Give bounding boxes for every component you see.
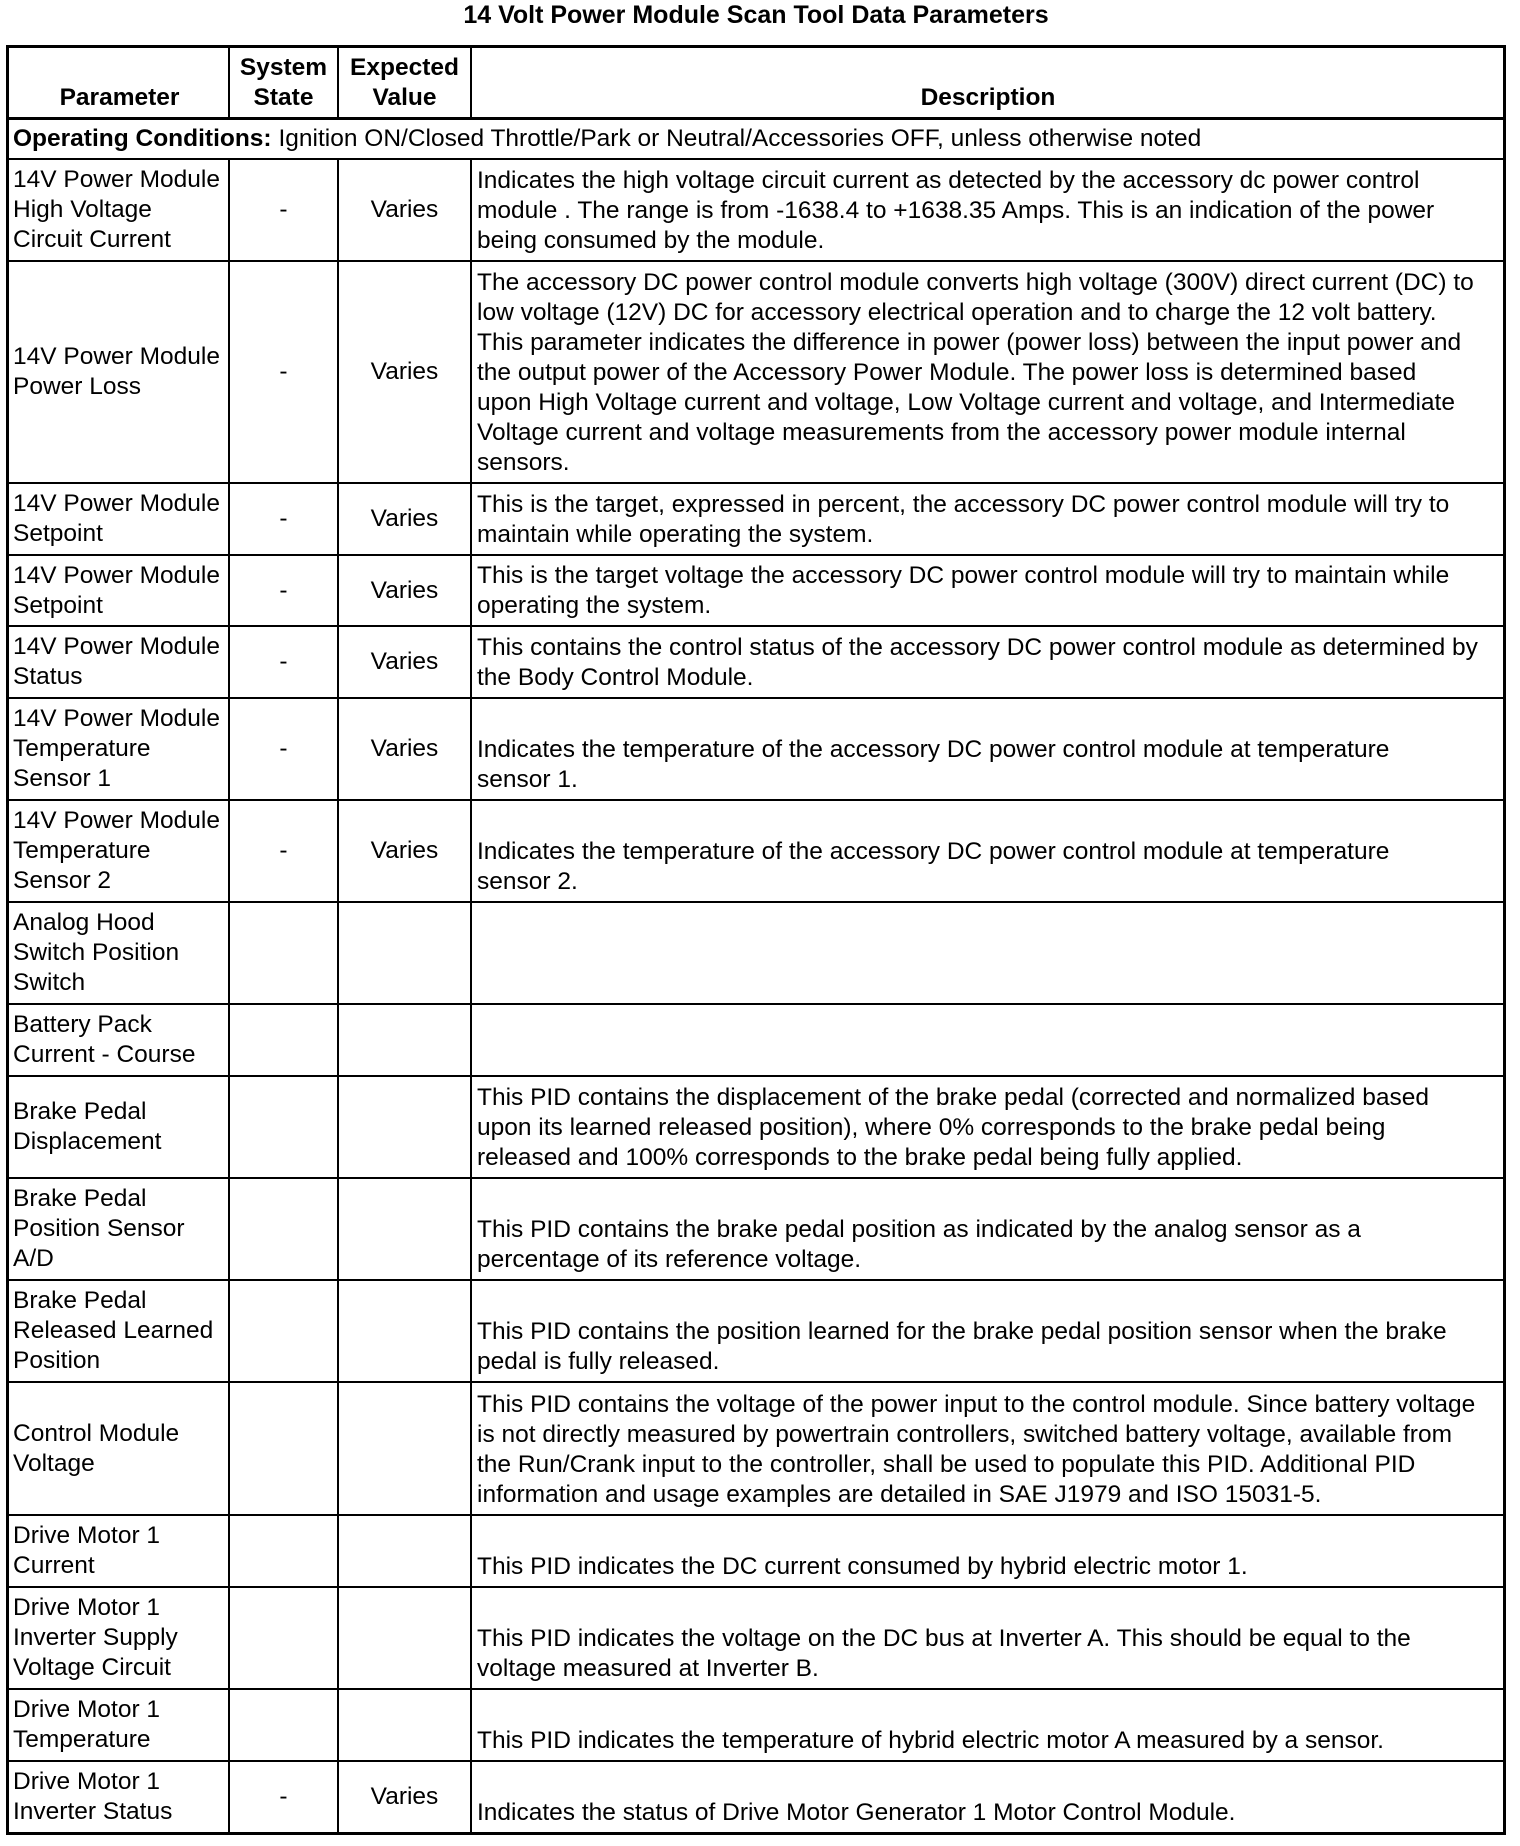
table-row: [9, 160, 1503, 262]
parameters-table: [6, 45, 1506, 1835]
table-row: [9, 484, 1503, 556]
parameter-cell: Brake Pedal Released Learned Position: [9, 1281, 230, 1381]
table-row: [9, 627, 1503, 699]
expected-value-cell: [339, 1588, 472, 1688]
parameter-cell: Analog Hood Switch Position Switch: [9, 903, 230, 1003]
table-row: [9, 1690, 1503, 1762]
system-state-cell: [230, 903, 339, 1003]
expected-value-cell: [339, 1383, 472, 1514]
description-cell: [472, 903, 1503, 1003]
expected-value-cell: [339, 1690, 472, 1760]
header-system-state: System State: [230, 48, 339, 117]
system-state-cell: -: [230, 801, 339, 901]
table-row: [9, 1516, 1503, 1588]
operating-conditions-row: [9, 120, 1503, 160]
description-cell: The accessory DC power control module converts high voltage (300V) direct current (DC) to low voltage (12V) DC for accessory electrical operation and to charge the 12 volt battery. This parameter indicates the difference in power (power loss) between the input power and the output power of the Accessory Power Module. The power loss is determined based upon High Voltage current and voltage, Low Voltage current and voltage, and Intermediate Voltage current and voltage measurements from the accessory power module internal sensors.: [477, 269, 1474, 476]
description-cell: This PID contains the position learned for the brake pedal position sensor when the brake pedal is fully released.: [477, 1318, 1447, 1375]
system-state-cell: [230, 1588, 339, 1688]
system-state-cell: [230, 1690, 339, 1760]
description-cell: Indicates the temperature of the accessory DC power control module at temperature sensor 2.: [477, 838, 1390, 895]
system-state-cell: [230, 1077, 339, 1177]
table-row: [9, 1005, 1503, 1077]
description-cell: This PID indicates the voltage on the DC bus at Inverter A. This should be equal to the voltage measured at Inverter B.: [477, 1625, 1411, 1682]
expected-value-cell: Varies: [339, 699, 472, 799]
parameter-cell: 14V Power Module Setpoint: [9, 484, 230, 554]
parameter-cell: 14V Power Module High Voltage Circuit Current: [9, 160, 230, 260]
system-state-cell: -: [230, 699, 339, 799]
expected-value-cell: Varies: [339, 627, 472, 697]
description-cell: Indicates the high voltage circuit current as detected by the accessory dc power control module . The range is from -1638.4 to +1638.35 Amps. This is an indication of the power being consumed by the module.: [477, 167, 1435, 254]
description-cell: This PID indicates the temperature of hybrid electric motor A measured by a sensor.: [477, 1727, 1384, 1754]
system-state-cell: [230, 1005, 339, 1075]
parameter-cell: Brake Pedal Position Sensor A/D: [9, 1179, 230, 1279]
parameter-cell: Drive Motor 1 Inverter Supply Voltage Circuit: [9, 1588, 230, 1688]
system-state-cell: -: [230, 160, 339, 260]
table-row: [9, 1383, 1503, 1516]
operating-conditions-label: Operating Conditions:: [13, 125, 272, 152]
description-cell: This PID contains the displacement of the brake pedal (corrected and normalized based upon its learned released position), where 0% corresponds to the brake pedal being released and 100% corresponds to the brake pedal being fully applied.: [477, 1084, 1429, 1171]
header-parameter: Parameter: [9, 48, 230, 117]
system-state-cell: [230, 1179, 339, 1279]
system-state-cell: [230, 1281, 339, 1381]
parameter-cell: Battery Pack Current - Course: [9, 1005, 230, 1075]
parameter-cell: 14V Power Module Temperature Sensor 2: [9, 801, 230, 901]
description-cell: [472, 1005, 1503, 1075]
page-title: 14 Volt Power Module Scan Tool Data Parameters: [463, 1, 1049, 29]
parameter-cell: 14V Power Module Status: [9, 627, 230, 697]
expected-value-cell: Varies: [339, 262, 472, 482]
parameter-cell: Brake Pedal Displacement: [9, 1077, 230, 1177]
description-cell: Indicates the temperature of the accessory DC power control module at temperature sensor 1.: [477, 736, 1390, 793]
table-row: [9, 801, 1503, 903]
system-state-cell: -: [230, 484, 339, 554]
table-row: [9, 1179, 1503, 1281]
parameter-cell: Drive Motor 1 Current: [9, 1516, 230, 1586]
parameter-cell: 14V Power Module Setpoint: [9, 556, 230, 625]
operating-conditions-line: [13, 124, 1499, 154]
description-cell: Indicates the status of Drive Motor Generator 1 Motor Control Module.: [477, 1799, 1236, 1826]
table-header-row: [9, 48, 1503, 120]
expected-value-cell: Varies: [339, 484, 472, 554]
operating-conditions-cell: [9, 120, 1503, 158]
table-row: [9, 556, 1503, 627]
description-cell: This contains the control status of the accessory DC power control module as determined by the Body Control Module.: [477, 634, 1478, 691]
expected-value-cell: [339, 1516, 472, 1586]
expected-value-cell: Varies: [339, 160, 472, 260]
expected-value-cell: [339, 1005, 472, 1075]
system-state-cell: [230, 1383, 339, 1514]
parameter-cell: Control Module Voltage: [9, 1383, 230, 1514]
parameter-cell: 14V Power Module Power Loss: [9, 262, 230, 482]
expected-value-cell: Varies: [339, 1762, 472, 1832]
expected-value-cell: Varies: [339, 801, 472, 901]
system-state-cell: -: [230, 556, 339, 625]
operating-conditions-text: Ignition ON/Closed Throttle/Park or Neutral/Accessories OFF, unless otherwise noted: [278, 125, 1202, 152]
header-expected-value: Expected Value: [339, 48, 472, 117]
expected-value-cell: [339, 903, 472, 1003]
parameter-cell: Drive Motor 1 Inverter Status: [9, 1762, 230, 1832]
table-row: [9, 699, 1503, 801]
table-row: [9, 1077, 1503, 1179]
system-state-cell: [230, 1516, 339, 1586]
table-row: [9, 1588, 1503, 1690]
expected-value-cell: [339, 1179, 472, 1279]
description-cell: This PID contains the voltage of the power input to the control module. Since battery voltage is not directly measured by powertrain controllers, switched battery voltage, available from the Run/Crank input to the controller, shall be used to populate this PID. Additional PID information and usage examples are detailed in SAE J1979 and ISO 15031-5.: [477, 1391, 1476, 1508]
description-cell: This is the target, expressed in percent, the accessory DC power control module will try to maintain while operating the system.: [477, 491, 1450, 548]
expected-value-cell: [339, 1281, 472, 1381]
table-row: [9, 903, 1503, 1005]
table-row: [9, 1762, 1503, 1832]
table-row: [9, 1281, 1503, 1383]
description-cell: This PID contains the brake pedal position as indicated by the analog sensor as a percentage of its reference voltage.: [477, 1216, 1361, 1273]
system-state-cell: -: [230, 262, 339, 482]
header-description: Description: [920, 84, 1056, 111]
expected-value-cell: [339, 1077, 472, 1177]
description-cell: This PID indicates the DC current consumed by hybrid electric motor 1.: [477, 1553, 1248, 1580]
parameter-cell: Drive Motor 1 Temperature: [9, 1690, 230, 1760]
system-state-cell: -: [230, 627, 339, 697]
description-cell: This is the target voltage the accessory DC power control module will try to maintain while operating the system.: [477, 562, 1450, 619]
parameter-cell: 14V Power Module Temperature Sensor 1: [9, 699, 230, 799]
expected-value-cell: Varies: [339, 556, 472, 625]
table-row: [9, 262, 1503, 484]
system-state-cell: -: [230, 1762, 339, 1832]
